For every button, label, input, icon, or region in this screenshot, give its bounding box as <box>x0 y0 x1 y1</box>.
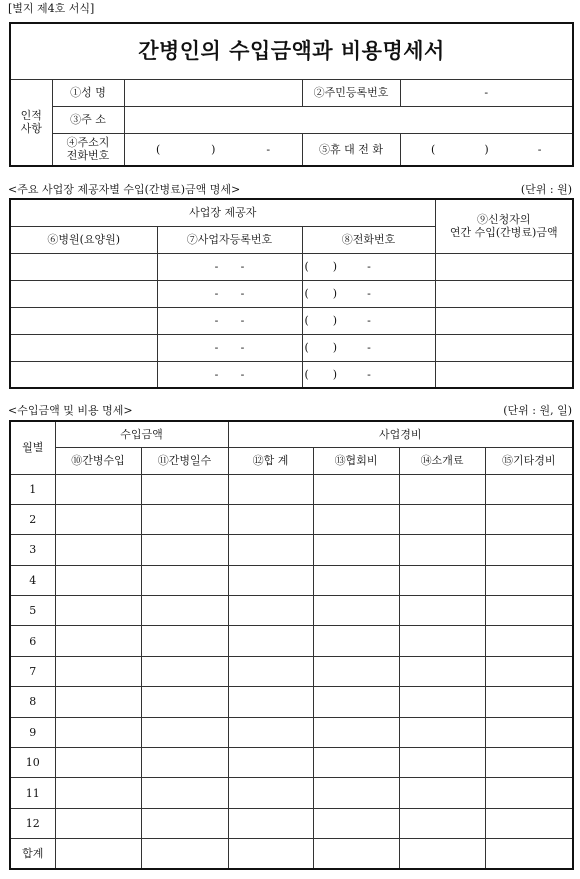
expense-value-cell[interactable] <box>55 778 141 808</box>
month-label: 7 <box>10 656 55 686</box>
bizno-cell[interactable]: - - <box>157 361 302 388</box>
expense-value-cell[interactable] <box>399 535 485 565</box>
income-amount-cell[interactable] <box>435 253 573 280</box>
address-field[interactable] <box>124 106 573 133</box>
expense-value-cell[interactable] <box>141 596 228 626</box>
hospital-cell[interactable] <box>10 253 157 280</box>
expense-value-cell[interactable] <box>399 808 485 838</box>
month-label: 5 <box>10 596 55 626</box>
month-row <box>10 656 573 686</box>
provider-section-unit: (단위 : 원) <box>520 183 572 196</box>
provider-phone-cell[interactable]: ( ) - <box>302 253 435 280</box>
month-row <box>10 626 573 656</box>
expense-value-cell[interactable] <box>399 596 485 626</box>
expense-value-cell[interactable] <box>399 656 485 686</box>
form-number-label: [별지 제4호 서식] <box>8 2 95 15</box>
month-row <box>10 778 573 808</box>
expense-value-cell[interactable] <box>55 687 141 717</box>
bizno-cell[interactable]: - - <box>157 253 302 280</box>
month-label: 10 <box>10 748 55 778</box>
expense-section-unit: (단위 : 원, 일) <box>503 404 572 417</box>
expense-value-cell[interactable] <box>228 656 313 686</box>
expense-column-header: ⑭소개료 <box>399 447 485 474</box>
expense-value-cell[interactable] <box>399 626 485 656</box>
expense-value-cell[interactable] <box>228 748 313 778</box>
expense-value-cell[interactable] <box>313 748 399 778</box>
expense-value-cell[interactable] <box>55 626 141 656</box>
expense-value-cell[interactable] <box>399 565 485 595</box>
expense-value-cell[interactable] <box>228 626 313 656</box>
month-row <box>10 474 573 504</box>
provider-row <box>10 361 573 388</box>
expense-value-cell[interactable] <box>485 808 573 838</box>
income-amount-cell[interactable] <box>435 280 573 307</box>
month-label: 4 <box>10 565 55 595</box>
provider-phone-cell[interactable]: ( ) - <box>302 280 435 307</box>
rrn-label: ②주민등록번호 <box>302 79 400 106</box>
month-header: 월별 <box>10 421 55 474</box>
bizno-cell[interactable]: - - <box>157 280 302 307</box>
hospital-cell[interactable] <box>10 280 157 307</box>
expense-value-cell[interactable] <box>485 626 573 656</box>
month-label: 8 <box>10 687 55 717</box>
month-label: 12 <box>10 808 55 838</box>
month-label: 1 <box>10 474 55 504</box>
mobile-field[interactable]: ( ) - <box>400 133 573 166</box>
expense-value-cell[interactable] <box>485 474 573 504</box>
bizno-cell[interactable]: - - <box>157 307 302 334</box>
expense-value-cell[interactable] <box>141 717 228 747</box>
expense-value-cell[interactable] <box>141 778 228 808</box>
address-label: ③주 소 <box>52 106 124 133</box>
expense-value-cell[interactable] <box>55 596 141 626</box>
expense-value-cell[interactable] <box>228 687 313 717</box>
month-row <box>10 717 573 747</box>
expense-value-cell[interactable] <box>485 565 573 595</box>
expense-value-cell[interactable] <box>313 656 399 686</box>
month-label: 9 <box>10 717 55 747</box>
expense-value-cell[interactable] <box>55 504 141 534</box>
month-row <box>10 808 573 838</box>
expense-value-cell[interactable] <box>55 656 141 686</box>
expense-value-cell[interactable] <box>141 474 228 504</box>
expense-value-cell[interactable] <box>313 535 399 565</box>
expense-value-cell[interactable] <box>55 535 141 565</box>
expense-value-cell[interactable] <box>485 656 573 686</box>
month-label: 11 <box>10 778 55 808</box>
expense-value-cell[interactable] <box>313 839 399 869</box>
personal-section-label: 인적 사항 <box>10 79 52 166</box>
expense-value-cell[interactable] <box>55 717 141 747</box>
month-row <box>10 596 573 626</box>
name-field[interactable] <box>124 79 302 106</box>
expense-value-cell[interactable] <box>485 778 573 808</box>
expense-value-cell[interactable] <box>399 717 485 747</box>
personal-info-table <box>9 22 574 167</box>
provider-phone-header: ⑧전화번호 <box>302 226 435 253</box>
expense-value-cell[interactable] <box>399 474 485 504</box>
bizno-header: ⑦사업자등록번호 <box>157 226 302 253</box>
page-title: 간병인의 수입금액과 비용명세서 <box>10 23 573 79</box>
expense-value-cell[interactable] <box>313 596 399 626</box>
month-row <box>10 504 573 534</box>
expense-value-cell[interactable] <box>485 748 573 778</box>
hospital-cell[interactable] <box>10 361 157 388</box>
expense-value-cell[interactable] <box>141 504 228 534</box>
expense-value-cell[interactable] <box>485 535 573 565</box>
provider-table <box>9 198 574 389</box>
expense-column-header: ⑫합 계 <box>228 447 313 474</box>
home-phone-field[interactable]: ( ) - <box>124 133 302 166</box>
expense-value-cell[interactable] <box>399 504 485 534</box>
total-row <box>10 839 573 869</box>
expense-value-cell[interactable] <box>485 596 573 626</box>
expense-value-cell[interactable] <box>228 474 313 504</box>
provider-row <box>10 334 573 361</box>
expense-value-cell[interactable] <box>55 565 141 595</box>
provider-row <box>10 280 573 307</box>
month-row <box>10 687 573 717</box>
month-label: 3 <box>10 535 55 565</box>
expense-group-header: 사업경비 <box>228 421 573 447</box>
income-amount-cell[interactable] <box>435 307 573 334</box>
provider-group-header: 사업장 제공자 <box>10 199 435 226</box>
provider-row <box>10 307 573 334</box>
expense-value-cell[interactable] <box>228 535 313 565</box>
hospital-cell[interactable] <box>10 334 157 361</box>
hospital-cell[interactable] <box>10 307 157 334</box>
name-label: ①성 명 <box>52 79 124 106</box>
expense-column-header: ⑮기타경비 <box>485 447 573 474</box>
expense-column-header: ⑩간병수입 <box>55 447 141 474</box>
expense-column-header: ⑬협회비 <box>313 447 399 474</box>
expense-value-cell[interactable] <box>313 626 399 656</box>
expense-value-cell[interactable] <box>228 808 313 838</box>
mobile-label: ⑤휴 대 전 화 <box>302 133 400 166</box>
expense-section-caption: <수입금액 및 비용 명세> <box>8 404 133 417</box>
expense-value-cell[interactable] <box>141 565 228 595</box>
month-label: 합계 <box>10 839 55 869</box>
month-row <box>10 748 573 778</box>
expense-value-cell[interactable] <box>313 717 399 747</box>
expense-value-cell[interactable] <box>399 778 485 808</box>
expense-value-cell[interactable] <box>485 839 573 869</box>
expense-value-cell[interactable] <box>313 565 399 595</box>
month-row <box>10 565 573 595</box>
expense-value-cell[interactable] <box>55 748 141 778</box>
expense-value-cell[interactable] <box>399 687 485 717</box>
expense-value-cell[interactable] <box>313 474 399 504</box>
income-amount-cell[interactable] <box>435 361 573 388</box>
expense-value-cell[interactable] <box>313 504 399 534</box>
expense-value-cell[interactable] <box>55 808 141 838</box>
rrn-field[interactable]: - <box>400 79 573 106</box>
income-group-header: 수입금액 <box>55 421 228 447</box>
expense-value-cell[interactable] <box>313 687 399 717</box>
expense-column-header: ⑪간병일수 <box>141 447 228 474</box>
expense-value-cell[interactable] <box>228 565 313 595</box>
expense-value-cell[interactable] <box>399 839 485 869</box>
expense-value-cell[interactable] <box>228 717 313 747</box>
month-label: 6 <box>10 626 55 656</box>
expense-value-cell[interactable] <box>485 504 573 534</box>
home-phone-label: ④주소지 전화번호 <box>52 133 124 166</box>
expense-value-cell[interactable] <box>228 596 313 626</box>
expense-value-cell[interactable] <box>141 656 228 686</box>
month-label: 2 <box>10 504 55 534</box>
hospital-header: ⑥병원(요양원) <box>10 226 157 253</box>
provider-phone-cell[interactable]: ( ) - <box>302 307 435 334</box>
income-amount-cell[interactable] <box>435 334 573 361</box>
expense-value-cell[interactable] <box>485 687 573 717</box>
bizno-cell[interactable]: - - <box>157 334 302 361</box>
month-row <box>10 535 573 565</box>
expense-value-cell[interactable] <box>55 474 141 504</box>
expense-value-cell[interactable] <box>141 808 228 838</box>
provider-phone-cell[interactable]: ( ) - <box>302 334 435 361</box>
expense-value-cell[interactable] <box>313 808 399 838</box>
expense-value-cell[interactable] <box>141 687 228 717</box>
expense-value-cell[interactable] <box>141 748 228 778</box>
expense-value-cell[interactable] <box>485 717 573 747</box>
expense-value-cell[interactable] <box>141 839 228 869</box>
expense-value-cell[interactable] <box>141 626 228 656</box>
provider-phone-cell[interactable]: ( ) - <box>302 361 435 388</box>
expense-value-cell[interactable] <box>228 778 313 808</box>
expense-value-cell[interactable] <box>228 504 313 534</box>
income-amount-header: ⑨신청자의 연간 수입(간병료)금액 <box>435 199 573 253</box>
expense-table <box>9 420 574 870</box>
expense-value-cell[interactable] <box>55 839 141 869</box>
expense-value-cell[interactable] <box>228 839 313 869</box>
expense-value-cell[interactable] <box>399 748 485 778</box>
expense-value-cell[interactable] <box>141 535 228 565</box>
expense-value-cell[interactable] <box>313 778 399 808</box>
provider-section-caption: <주요 사업장 제공자별 수입(간병료)금액 명세> <box>8 183 241 196</box>
provider-row <box>10 253 573 280</box>
